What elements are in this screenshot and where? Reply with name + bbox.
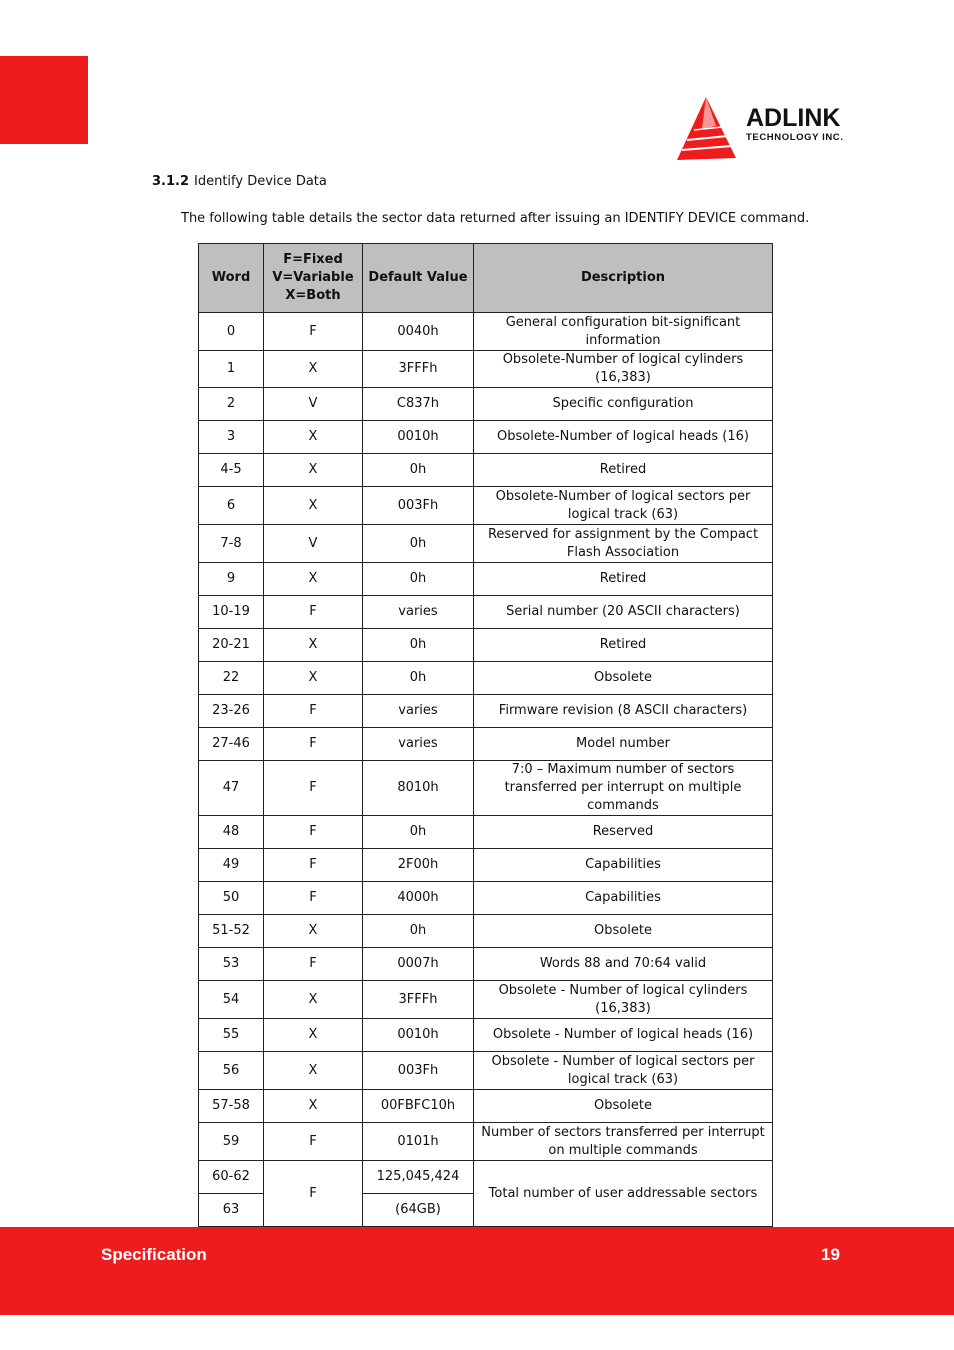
cell-type: X [264, 1052, 363, 1090]
cell-type: F [264, 1123, 363, 1161]
table-row [199, 882, 773, 915]
cell-default: 0010h [363, 1019, 474, 1052]
cell-word: 0 [199, 313, 264, 351]
cell-word: 27-46 [199, 728, 264, 761]
cell-word: 59 [199, 1123, 264, 1161]
cell-word: 51-52 [199, 915, 264, 948]
header-type [264, 244, 363, 313]
cell-default: 2F00h [363, 849, 474, 882]
cell-type: X [264, 629, 363, 662]
cell-word: 2 [199, 388, 264, 421]
cell-type: F [264, 695, 363, 728]
cell-type: X [264, 1090, 363, 1123]
cell-description: Firmware revision (8 ASCII characters) [474, 695, 773, 728]
cell-word: 63 [199, 1194, 264, 1227]
cell-description: 7:0 – Maximum number of sectors transferred per interrupt on multiple commands [474, 761, 773, 816]
table-row [199, 728, 773, 761]
table-row [199, 915, 773, 948]
cell-description: General configuration bit-significant information [474, 313, 773, 351]
cell-default: (64GB) [363, 1194, 474, 1227]
table-row [199, 629, 773, 662]
table-row [199, 981, 773, 1019]
cell-word: 57-58 [199, 1090, 264, 1123]
cell-type: X [264, 662, 363, 695]
cell-default: 0h [363, 816, 474, 849]
cell-default: 3FFFh [363, 351, 474, 388]
cell-default: 0010h [363, 421, 474, 454]
cell-default: 00FBFC10h [363, 1090, 474, 1123]
cell-default: 125,045,424 [363, 1161, 474, 1194]
cell-default: 0h [363, 915, 474, 948]
footer-chapter-title: Specification [101, 1245, 207, 1264]
cell-default: 0h [363, 563, 474, 596]
header-default-value: Default Value [363, 244, 474, 313]
cell-word: 23-26 [199, 695, 264, 728]
table-row [199, 849, 773, 882]
cell-description: Obsolete - Number of logical heads (16) [474, 1019, 773, 1052]
cell-default: 0h [363, 629, 474, 662]
cell-default: varies [363, 695, 474, 728]
cell-type: X [264, 981, 363, 1019]
cell-default: 003Fh [363, 487, 474, 525]
table-row [199, 351, 773, 388]
cell-word: 20-21 [199, 629, 264, 662]
cell-description: Retired [474, 629, 773, 662]
table-row [199, 695, 773, 728]
table-body [199, 313, 773, 1227]
cell-description: Model number [474, 728, 773, 761]
logo-wordmark: ADLINK [746, 104, 841, 132]
section-heading [152, 174, 327, 189]
cell-word: 1 [199, 351, 264, 388]
cell-word: 55 [199, 1019, 264, 1052]
header-word: Word [199, 244, 264, 313]
cell-description: Retired [474, 454, 773, 487]
cell-type: F [264, 948, 363, 981]
cell-description: Obsolete-Number of logical sectors per logical track (63) [474, 487, 773, 525]
cell-default: 3FFFh [363, 981, 474, 1019]
cell-type: F [264, 728, 363, 761]
cell-word: 9 [199, 563, 264, 596]
cell-word: 60-62 [199, 1161, 264, 1194]
cell-word: 6 [199, 487, 264, 525]
cell-description: Number of sectors transferred per interrupt on multiple commands [474, 1123, 773, 1161]
table-row [199, 1019, 773, 1052]
cell-description: Obsolete-Number of logical cylinders (16,383) [474, 351, 773, 388]
table-header-row [199, 244, 773, 313]
cell-default: 8010h [363, 761, 474, 816]
cell-default: 0h [363, 662, 474, 695]
cell-type: X [264, 421, 363, 454]
table-row-merged-first [199, 1161, 773, 1194]
intro-paragraph: The following table details the sector data returned after issuing an IDENTIFY DEVICE command. [181, 211, 810, 226]
corner-accent-block [0, 56, 88, 144]
cell-word: 10-19 [199, 596, 264, 629]
cell-description: Capabilities [474, 849, 773, 882]
cell-description: Words 88 and 70:64 valid [474, 948, 773, 981]
cell-word: 56 [199, 1052, 264, 1090]
cell-type: F [264, 1161, 363, 1227]
table-row [199, 487, 773, 525]
cell-type: X [264, 487, 363, 525]
table-row [199, 948, 773, 981]
table-row [199, 1090, 773, 1123]
adlink-logo [676, 96, 886, 162]
section-title: Identify Device Data [194, 174, 327, 189]
cell-type: F [264, 849, 363, 882]
table-row [199, 563, 773, 596]
cell-type: X [264, 454, 363, 487]
cell-description: Reserved [474, 816, 773, 849]
cell-type: F [264, 882, 363, 915]
cell-description: Specific configuration [474, 388, 773, 421]
cell-type: F [264, 596, 363, 629]
cell-description: Obsolete - Number of logical sectors per logical track (63) [474, 1052, 773, 1090]
logo-subtext: TECHNOLOGY INC. [746, 132, 844, 143]
cell-word: 4-5 [199, 454, 264, 487]
cell-word: 54 [199, 981, 264, 1019]
cell-default: C837h [363, 388, 474, 421]
cell-description: Obsolete [474, 662, 773, 695]
cell-word: 53 [199, 948, 264, 981]
cell-default: 0007h [363, 948, 474, 981]
table-row [199, 1123, 773, 1161]
cell-type: F [264, 761, 363, 816]
cell-word: 7-8 [199, 525, 264, 563]
table-row [199, 816, 773, 849]
header-description: Description [474, 244, 773, 313]
cell-description: Serial number (20 ASCII characters) [474, 596, 773, 629]
header-type-line: F=Fixed [283, 252, 343, 267]
table-row [199, 596, 773, 629]
table-row [199, 662, 773, 695]
cell-word: 22 [199, 662, 264, 695]
identify-device-table [198, 243, 773, 1227]
cell-description: Obsolete - Number of logical cylinders (16,383) [474, 981, 773, 1019]
cell-description: Capabilities [474, 882, 773, 915]
cell-type: F [264, 816, 363, 849]
cell-description: Retired [474, 563, 773, 596]
table-row [199, 1052, 773, 1090]
table-row [199, 421, 773, 454]
cell-type: X [264, 351, 363, 388]
table-row [199, 454, 773, 487]
cell-default: 4000h [363, 882, 474, 915]
cell-type: X [264, 1019, 363, 1052]
cell-default: varies [363, 596, 474, 629]
cell-description: Obsolete-Number of logical heads (16) [474, 421, 773, 454]
table-row [199, 388, 773, 421]
table-row [199, 525, 773, 563]
footer-bar [0, 1227, 954, 1315]
cell-word: 48 [199, 816, 264, 849]
footer-page-number: 19 [821, 1245, 840, 1264]
cell-default: 003Fh [363, 1052, 474, 1090]
cell-description: Obsolete [474, 1090, 773, 1123]
cell-default: 0h [363, 525, 474, 563]
cell-word: 47 [199, 761, 264, 816]
cell-default: 0040h [363, 313, 474, 351]
cell-default: 0h [363, 454, 474, 487]
table-row [199, 761, 773, 816]
cell-word: 49 [199, 849, 264, 882]
cell-type: X [264, 915, 363, 948]
section-number: 3.1.2 [152, 174, 190, 189]
header-type-line: V=Variable [272, 270, 354, 285]
logo-triangle-icon [676, 96, 742, 162]
cell-type: V [264, 525, 363, 563]
cell-word: 50 [199, 882, 264, 915]
cell-default: varies [363, 728, 474, 761]
cell-description: Obsolete [474, 915, 773, 948]
cell-description: Reserved for assignment by the Compact Flash Association [474, 525, 773, 563]
cell-description: Total number of user addressable sectors [474, 1161, 773, 1227]
cell-type: F [264, 313, 363, 351]
cell-default: 0101h [363, 1123, 474, 1161]
cell-word: 3 [199, 421, 264, 454]
cell-type: X [264, 563, 363, 596]
table-row [199, 313, 773, 351]
cell-type: V [264, 388, 363, 421]
header-type-line: X=Both [285, 288, 341, 303]
